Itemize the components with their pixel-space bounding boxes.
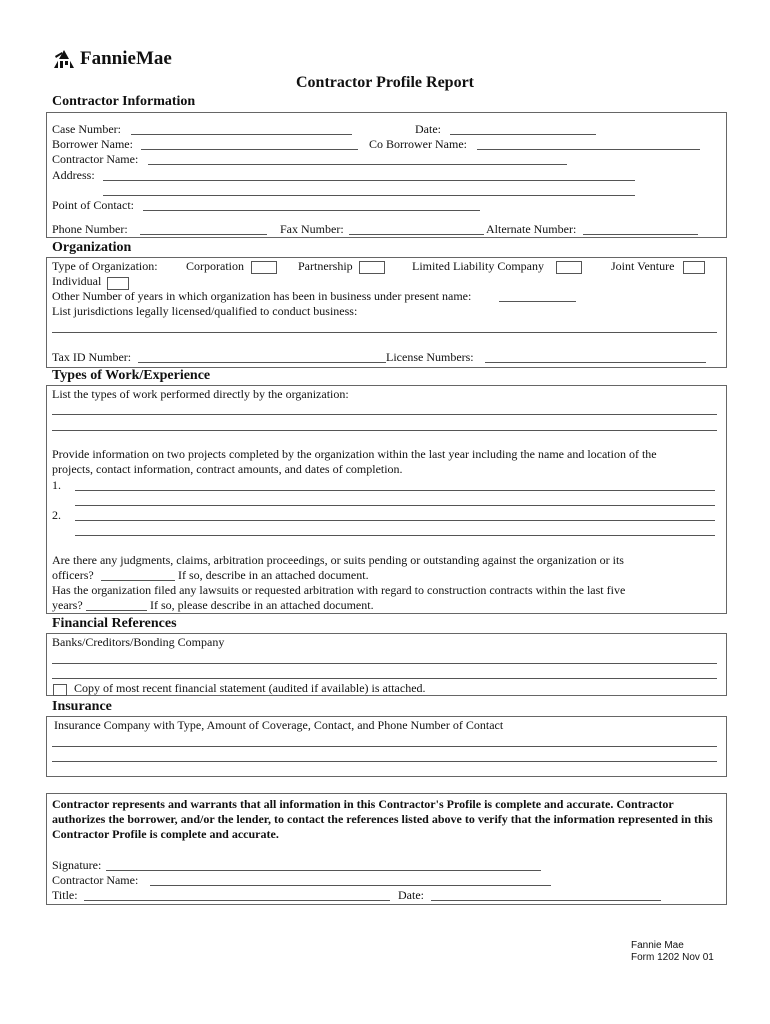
jurisdictions-field[interactable] (52, 332, 717, 333)
insurance-field-2[interactable] (52, 761, 717, 762)
banks-field-1[interactable] (52, 663, 717, 664)
banks-label: Banks/Creditors/Bonding Company (52, 635, 225, 649)
case-number-label: Case Number: (52, 122, 121, 136)
work-types-field-1[interactable] (52, 414, 717, 415)
cert-title-field[interactable] (84, 900, 390, 901)
address-field-2[interactable] (103, 195, 635, 196)
point-of-contact-label: Point of Contact: (52, 198, 134, 212)
section-heading-insurance: Insurance (52, 699, 112, 714)
case-number-field[interactable] (131, 134, 352, 135)
lawsuits-answer-field[interactable] (86, 610, 147, 611)
jurisdictions-label: List jurisdictions legally licensed/qualified to conduct business: (52, 304, 358, 318)
joint-venture-label: Joint Venture (611, 259, 675, 273)
corporation-label: Corporation (186, 259, 244, 273)
tax-id-field[interactable] (138, 362, 386, 363)
signature-field[interactable] (106, 870, 541, 871)
co-borrower-name-field[interactable] (477, 149, 700, 150)
co-borrower-name-label: Co Borrower Name: (369, 137, 467, 151)
license-numbers-label: License Numbers: (386, 350, 474, 364)
cert-date-field[interactable] (431, 900, 661, 901)
project-1-field-2[interactable] (75, 505, 715, 506)
project-item-1-label: 1. (52, 478, 61, 492)
cert-contractor-name-label: Contractor Name: (52, 873, 139, 887)
partnership-label: Partnership (298, 259, 353, 273)
partnership-checkbox[interactable] (359, 261, 385, 274)
borrower-name-label: Borrower Name: (52, 137, 133, 151)
page-title: Contractor Profile Report (295, 74, 474, 91)
financial-statement-checkbox[interactable] (53, 684, 67, 696)
llc-label: Limited Liability Company (412, 259, 544, 273)
project-1-field-1[interactable] (75, 490, 715, 491)
certification-statement: Contractor represents and warrants that all information in this Contractor's Profile is complete and accurate. Contractor authorizes the borrower, and/or the lender, to contact the references listed above to verify that the information represented in this Contractor Profile is complete and accurate. (52, 797, 713, 841)
llc-checkbox[interactable] (556, 261, 582, 274)
point-of-contact-field[interactable] (143, 210, 480, 211)
individual-label: Individual (52, 274, 102, 288)
phone-number-label: Phone Number: (52, 222, 128, 236)
insurance-field-1[interactable] (52, 746, 717, 747)
project-2-field-2[interactable] (75, 535, 715, 536)
footer-org: Fannie Mae (631, 940, 684, 951)
type-of-organization-label: Type of Organization: (52, 259, 158, 273)
judgments-question-2b: If so, describe in an attached document. (178, 568, 369, 582)
contractor-info-box (46, 112, 727, 238)
judgments-question-1: Are there any judgments, claims, arbitration proceedings, or suits pending or outstanding against the organization or its (52, 553, 624, 567)
projects-instructions-1: Provide information on two projects completed by the organization within the last year including the name and location of the (52, 447, 657, 461)
banks-field-2[interactable] (52, 678, 717, 679)
fax-number-field[interactable] (349, 234, 484, 235)
contractor-name-label: Contractor Name: (52, 152, 139, 166)
date-label: Date: (415, 122, 441, 136)
fax-number-label: Fax Number: (280, 222, 344, 236)
address-label: Address: (52, 168, 95, 182)
years-in-business-label: Other Number of years in which organization has been in business under present name: (52, 289, 472, 303)
project-item-2-label: 2. (52, 508, 61, 522)
lawsuits-question-2a: years? (52, 598, 83, 612)
date-field[interactable] (450, 134, 596, 135)
judgments-question-2a: officers? (52, 568, 94, 582)
work-types-field-2[interactable] (52, 430, 717, 431)
cert-title-label: Title: (52, 888, 78, 902)
section-heading-work: Types of Work/Experience (52, 368, 211, 383)
lawsuits-question-1: Has the organization filed any lawsuits or requested arbitration with regard to construction contracts within the last five (52, 583, 626, 597)
list-types-label: List the types of work performed directly by the organization: (52, 387, 349, 401)
financial-statement-label: Copy of most recent financial statement (audited if available) is attached. (74, 681, 426, 695)
insurance-details-label: Insurance Company with Type, Amount of Coverage, Contact, and Phone Number of Contact (54, 718, 504, 732)
corporation-checkbox[interactable] (251, 261, 277, 274)
tax-id-label: Tax ID Number: (52, 350, 132, 364)
cert-contractor-name-field[interactable] (150, 885, 551, 886)
projects-instructions-2: projects, contact information, contract amounts, and dates of completion. (52, 462, 403, 476)
years-in-business-field[interactable] (499, 301, 576, 302)
section-heading-contractor-info: Contractor Information (52, 94, 196, 109)
footer-form-number: Form 1202 Nov 01 (631, 952, 714, 963)
license-numbers-field[interactable] (485, 362, 706, 363)
alternate-number-label: Alternate Number: (486, 222, 577, 236)
logo (52, 48, 172, 70)
logo-text: FannieMae (80, 48, 172, 69)
contractor-name-field[interactable] (148, 164, 567, 165)
borrower-name-field[interactable] (141, 149, 358, 150)
joint-venture-checkbox[interactable] (683, 261, 705, 274)
fannie-mae-logo-icon (52, 48, 76, 70)
project-2-field-1[interactable] (75, 520, 715, 521)
alternate-number-field[interactable] (583, 234, 698, 235)
section-heading-financial: Financial References (52, 616, 177, 631)
phone-number-field[interactable] (140, 234, 267, 235)
judgments-answer-field[interactable] (101, 580, 175, 581)
cert-date-label: Date: (398, 888, 424, 902)
lawsuits-question-2b: If so, please describe in an attached document. (150, 598, 374, 612)
signature-label: Signature: (52, 858, 102, 872)
section-heading-organization: Organization (52, 240, 132, 255)
address-field-1[interactable] (103, 180, 635, 181)
